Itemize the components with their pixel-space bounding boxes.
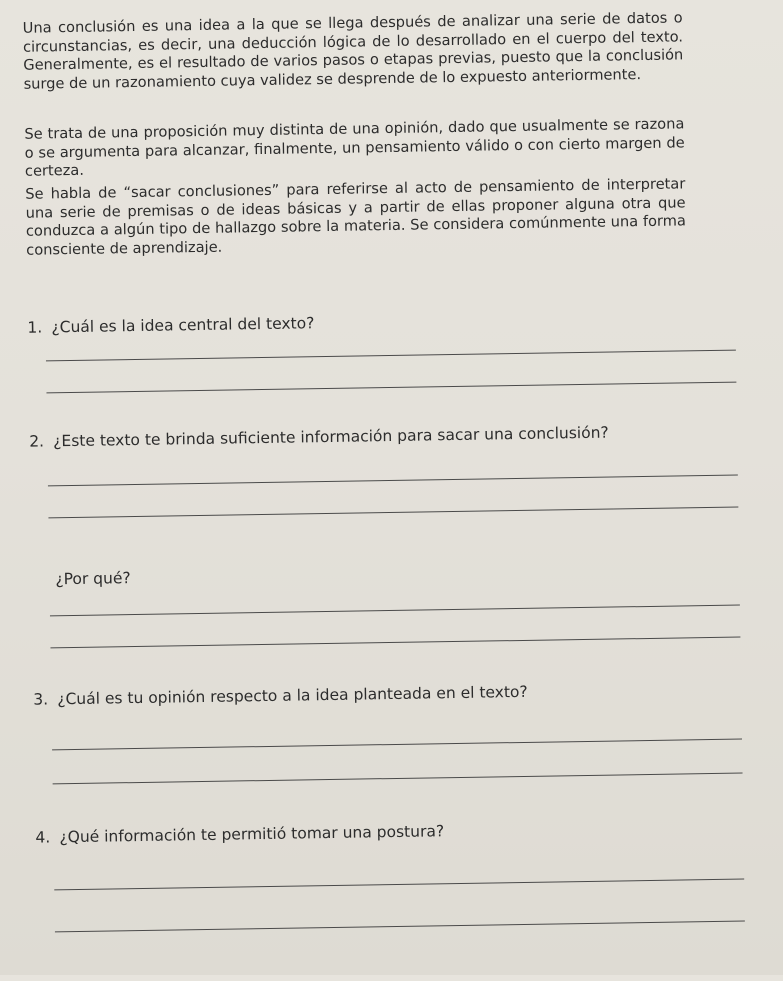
question-4	[35, 821, 444, 847]
question-2-why	[55, 568, 131, 589]
question-text: ¿Qué información te permitió tomar una postura?	[59, 822, 445, 847]
question-1	[27, 313, 314, 338]
answer-line[interactable]	[54, 879, 744, 891]
answer-line[interactable]	[46, 382, 736, 394]
answer-line[interactable]	[53, 773, 743, 785]
answer-line[interactable]	[48, 475, 738, 487]
paragraph-3: Se habla de “sacar conclusiones” para referirse al acto de pensamiento de interpretar una serie de premisas o de ideas básicas y a partir de ellas proponer alguna otra que conduzca a algún tipo de hallazgo sobre la materia. Se considera comúnmente una forma consciente de aprendizaje.	[25, 175, 686, 259]
question-text: ¿Cuál es tu opinión respecto a la idea planteada en el texto?	[57, 682, 528, 709]
answer-line[interactable]	[55, 921, 745, 933]
question-text: ¿Cuál es la idea central del texto?	[51, 314, 315, 337]
question-text: ¿Por qué?	[55, 569, 131, 589]
question-number: 3.	[33, 690, 49, 709]
question-3	[33, 682, 528, 710]
answer-line[interactable]	[48, 507, 738, 519]
paragraph-2: Se trata de una proposición muy distinta de una opinión, dado que usualmente se razona o se argumenta para alcanzar, finalmente, un pensamiento válido o con cierto margen de certeza.	[24, 115, 685, 180]
answer-line[interactable]	[50, 637, 740, 649]
answer-line[interactable]	[52, 739, 742, 751]
answer-line[interactable]	[46, 350, 736, 362]
question-number: 4.	[35, 828, 51, 847]
question-number: 1.	[27, 318, 43, 337]
answer-line[interactable]	[50, 605, 740, 617]
question-text: ¿Este texto te brinda suficiente información para sacar una conclusión?	[53, 423, 609, 451]
question-number: 2.	[29, 432, 45, 451]
question-2	[29, 423, 609, 452]
paragraph-1: Una conclusión es una idea a la que se llega después de analizar una serie de datos o circunstancias, es decir, una deducción lógica de lo desarrollado en el cuerpo del texto. Generalmente, es el resultado de varios pasos o etapas previas, puesto que la conclusión surge de un razonamiento cuya validez se desprende de lo expuesto anteriormente.	[22, 9, 684, 93]
